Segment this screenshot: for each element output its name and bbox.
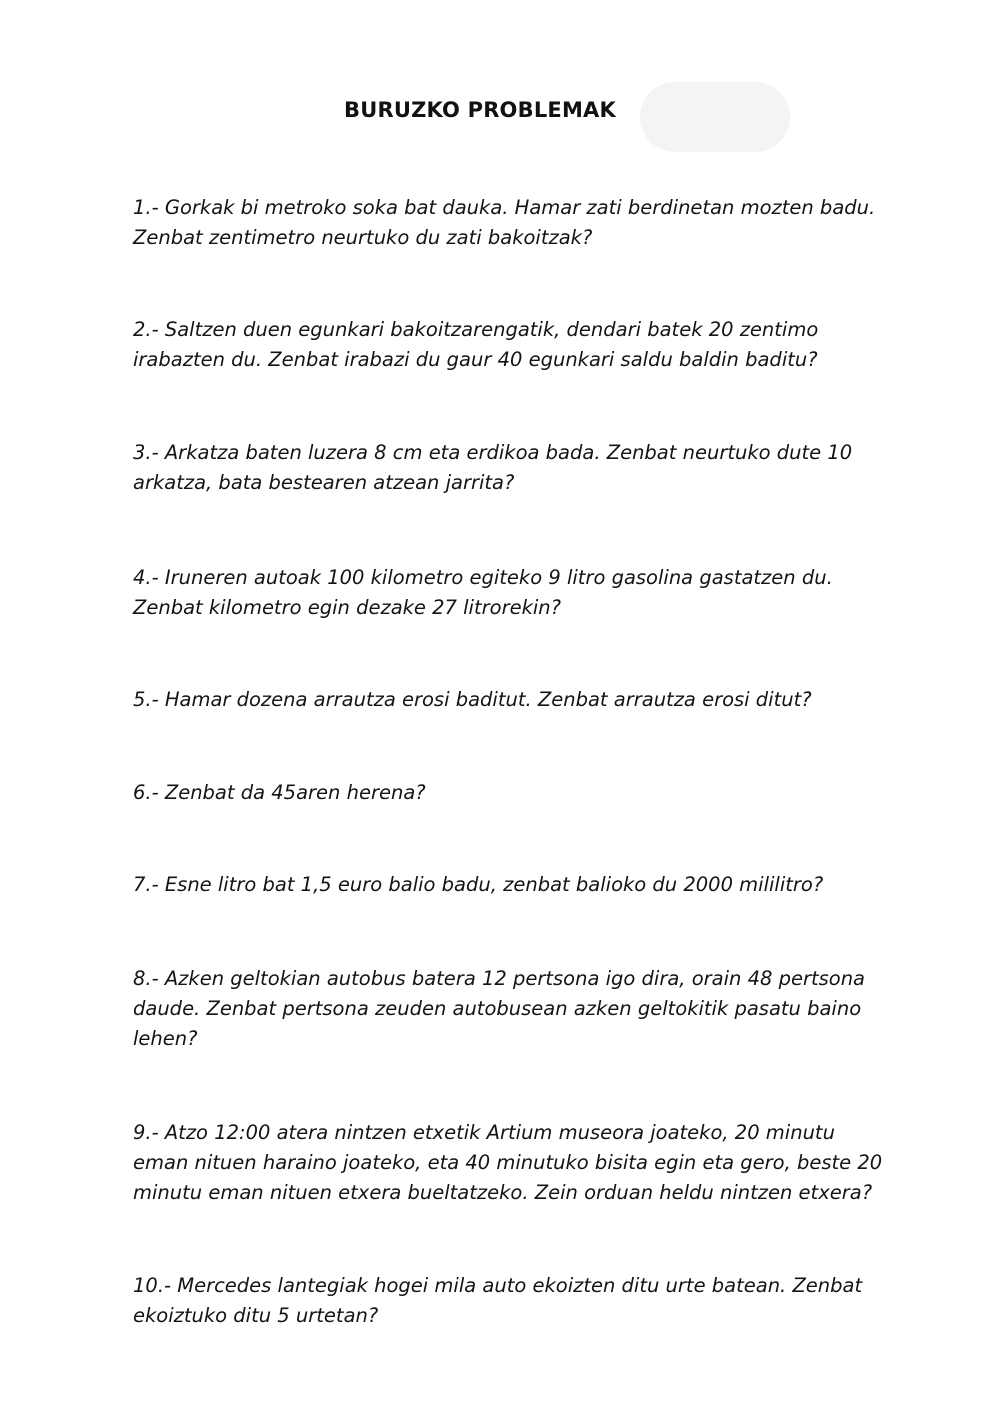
problem-5-line-1: 5.- Hamar dozena arrautza erosi baditut. Zenbat arrautza erosi ditut?	[133, 688, 812, 711]
problem-3	[133, 438, 933, 498]
problem-7-line-1: 7.- Esne litro bat 1,5 euro balio badu, zenbat balioko du 2000 mililitro?	[133, 873, 824, 896]
problem-2-line-1: 2.- Saltzen duen egunkari bakoitzarengatik, dendari batek 20 zentimo	[133, 318, 819, 341]
problem-8-line-1: 8.- Azken geltokian autobus batera 12 pertsona igo dira, orain 48 pertsona	[133, 967, 866, 990]
scan-smudge	[640, 82, 790, 152]
problem-9-line-1: 9.- Atzo 12:00 atera nintzen etxetik Artium museora joateko, 20 minutu	[133, 1121, 835, 1144]
problem-3-line-1: 3.- Arkatza baten luzera 8 cm eta erdikoa bada. Zenbat neurtuko dute 10	[133, 441, 853, 464]
problem-4	[133, 563, 933, 623]
problem-6	[133, 778, 933, 808]
problem-1-line-2: Zenbat zentimetro neurtuko du zati bakoitzak?	[133, 226, 593, 249]
problem-1-line-1: 1.- Gorkak bi metroko soka bat dauka. Hamar zati berdinetan mozten badu.	[133, 196, 876, 219]
page-title: BURUZKO PROBLEMAK	[344, 98, 616, 122]
problem-8	[133, 964, 933, 1054]
problem-8-line-2: daude. Zenbat pertsona zeuden autobusean azken geltokitik pasatu baino	[133, 997, 862, 1020]
problem-2	[133, 315, 933, 375]
problem-5	[133, 685, 933, 715]
problem-9	[133, 1118, 933, 1208]
problem-1	[133, 193, 933, 253]
problem-10	[133, 1271, 933, 1331]
problem-2-line-2: irabazten du. Zenbat irabazi du gaur 40 egunkari saldu baldin baditu?	[133, 348, 818, 371]
problem-9-line-2: eman nituen haraino joateko, eta 40 minutuko bisita egin eta gero, beste 20	[133, 1151, 883, 1174]
problem-8-line-3: lehen?	[133, 1027, 198, 1050]
problem-3-line-2: arkatza, bata bestearen atzean jarrita?	[133, 471, 515, 494]
problem-4-line-1: 4.- Iruneren autoak 100 kilometro egiteko 9 litro gasolina gastatzen du.	[133, 566, 833, 589]
problem-4-line-2: Zenbat kilometro egin dezake 27 litrorekin?	[133, 596, 562, 619]
problem-7	[133, 870, 933, 900]
problem-6-line-1: 6.- Zenbat da 45aren herena?	[133, 781, 426, 804]
problem-10-line-1: 10.- Mercedes lantegiak hogei mila auto ekoizten ditu urte batean. Zenbat	[133, 1274, 863, 1297]
problem-9-line-3: minutu eman nituen etxera bueltatzeko. Zein orduan heldu nintzen etxera?	[133, 1181, 873, 1204]
problem-10-line-2: ekoiztuko ditu 5 urtetan?	[133, 1304, 379, 1327]
